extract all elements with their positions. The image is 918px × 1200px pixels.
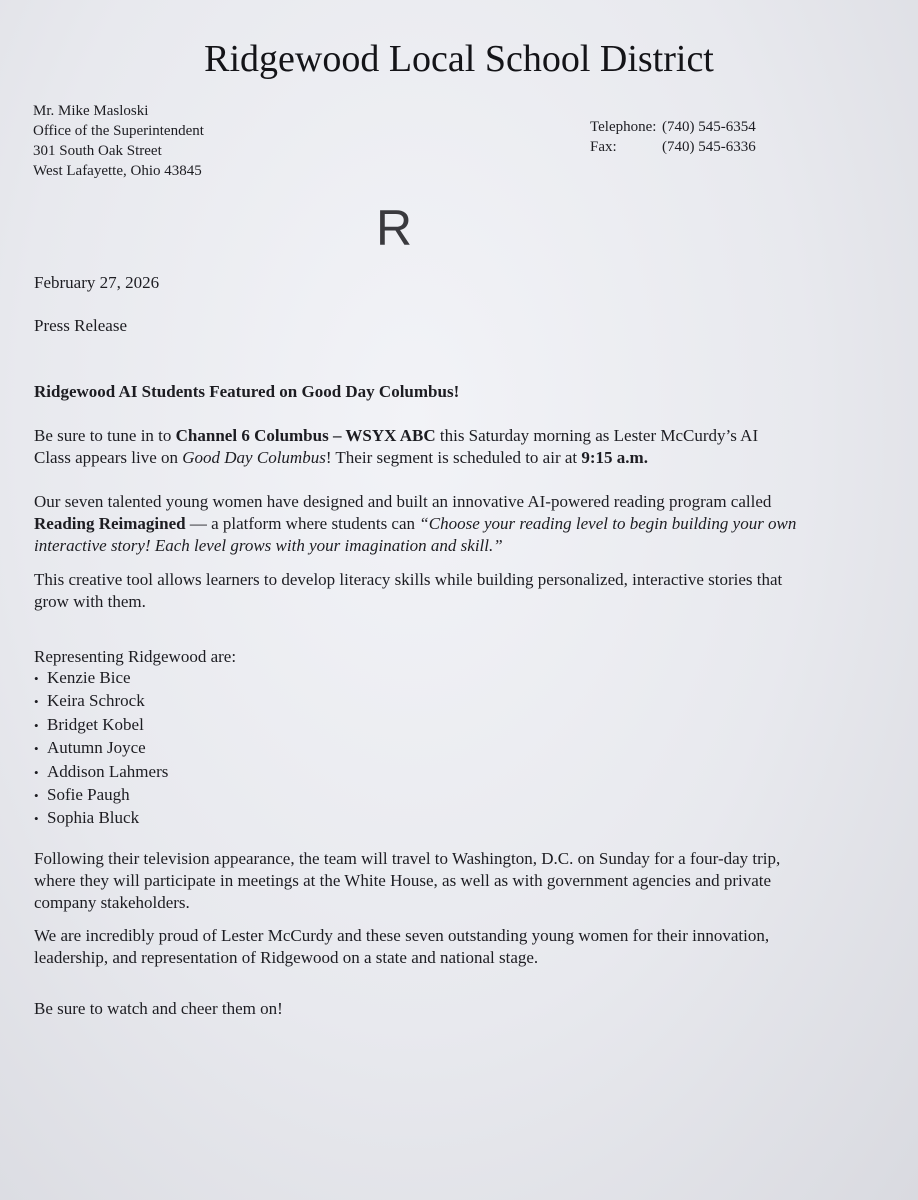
list-item — [34, 784, 168, 807]
telephone-label: Telephone: — [590, 119, 657, 135]
list-item — [34, 690, 168, 713]
paragraph-line: This creative tool allows learners to develop literacy skills while building personalized, interactive stories that — [34, 570, 783, 589]
district-logo: R — [376, 200, 413, 256]
text-span: this Saturday morning as Lester McCurdy’s AI — [435, 426, 759, 445]
list-item — [34, 714, 168, 737]
student-name: Keira Schrock — [47, 691, 145, 711]
fax-label: Fax: — [590, 139, 617, 155]
paragraph-line: leadership, and representation of Ridgewood on a state and national stage. — [34, 948, 539, 967]
paragraph-line: where they will participate in meetings at the White House, as well as with government agencies and private — [34, 871, 772, 890]
channel-name: Channel 6 Columbus – WSYX ABC — [175, 426, 436, 445]
bullet: • — [34, 764, 39, 780]
paragraph-broadcast — [34, 425, 758, 469]
paragraph-line: grow with them. — [34, 592, 146, 611]
paragraph-line: Our seven talented young women have designed and built an innovative AI-powered reading program called — [34, 492, 772, 511]
bullet: • — [34, 717, 39, 733]
closing-line: Be sure to watch and cheer them on! — [34, 999, 283, 1018]
paragraph-line — [34, 425, 758, 447]
list-item — [34, 667, 168, 690]
sender-street: 301 South Oak Street — [33, 143, 162, 159]
paragraph-line: company stakeholders. — [34, 893, 190, 912]
sender-address-block — [33, 101, 204, 181]
paragraph-line — [34, 513, 796, 535]
press-headline: Ridgewood AI Students Featured on Good Day Columbus! — [34, 382, 460, 401]
air-time: 9:15 a.m. — [581, 448, 648, 467]
paragraph-pride — [34, 925, 769, 969]
district-title: Ridgewood Local School District — [204, 38, 714, 80]
document-type: Press Release — [34, 316, 128, 335]
program-name: Reading Reimagined — [34, 514, 186, 533]
fax-row — [590, 137, 756, 157]
contact-block — [590, 117, 756, 157]
fax-number: (740) 545-6336 — [662, 139, 756, 155]
sender-city: West Lafayette, Ohio 43845 — [33, 163, 202, 179]
list-item — [34, 807, 168, 830]
student-name: Bridget Kobel — [47, 714, 144, 734]
bullet: • — [34, 788, 39, 804]
student-name: Autumn Joyce — [47, 738, 146, 758]
bullet: • — [34, 671, 39, 686]
text-span: — a platform where students can — [185, 514, 420, 533]
paragraph-line — [34, 535, 796, 557]
student-list — [34, 667, 168, 831]
paragraph-program — [34, 491, 796, 557]
telephone-number: (740) 545-6354 — [662, 119, 756, 135]
text-span: ! Their segment is scheduled to air at — [325, 448, 582, 467]
representing-label: Representing Ridgewood are: — [34, 647, 237, 666]
letter-date: February 27, 2026 — [34, 273, 160, 292]
telephone-row — [590, 117, 756, 137]
paragraph-line — [34, 447, 758, 469]
sender-office: Office of the Superintendent — [33, 123, 204, 139]
paragraph-line: We are incredibly proud of Lester McCurdy and these seven outstanding young women for their innovation, — [34, 926, 770, 945]
student-name: Kenzie Bice — [47, 668, 131, 687]
bullet: • — [34, 811, 39, 827]
program-quote: “Choose your reading level to begin building your own — [419, 514, 797, 533]
student-name: Sophia Bluck — [47, 808, 140, 828]
student-name: Addison Lahmers — [47, 761, 169, 781]
list-item — [34, 761, 168, 784]
paragraph-tool — [34, 569, 782, 613]
list-item — [34, 737, 168, 760]
student-name: Sofie Paugh — [47, 785, 130, 805]
program-quote: interactive story! Each level grows with your imagination and skill.” — [34, 536, 503, 555]
bullet: • — [34, 741, 39, 757]
paragraph-trip — [34, 848, 780, 914]
bullet: • — [34, 694, 39, 710]
show-name: Good Day Columbus — [182, 448, 326, 467]
sender-name: Mr. Mike Masloski — [33, 103, 149, 119]
text-span: Class appears live on — [34, 448, 183, 467]
paragraph-line: Following their television appearance, the team will travel to Washington, D.C. on Sunday for a four-day trip, — [34, 849, 781, 868]
text-span: Be sure to tune in to — [34, 426, 176, 445]
